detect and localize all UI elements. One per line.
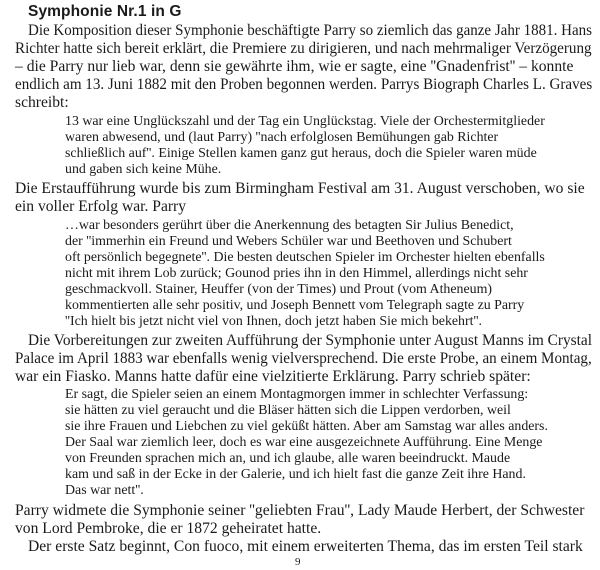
quote-line: ''Ich hielt bis jetzt nicht viel von Ihnen, doch jetzt haben Sie mich bekehrt''. xyxy=(65,314,482,329)
quote-line: kam und saß in der Ecke in der Galerie, und ich hielt fast die ganze Zeit ihre Hand. xyxy=(65,467,526,482)
quote-line: Er sagt, die Spieler seien an einem Montagmorgen immer in schlechter Verfassung: xyxy=(65,387,529,402)
quote-line: kommentierten alle sehr positiv, und Joseph Bennett vom Telegraph sagte zu Parry xyxy=(65,298,525,313)
quote-line: nicht mit ihrem Lob zurück; Gounod pries ihn in den Himmel, allerdings nicht sehr xyxy=(65,266,528,281)
quote-line: geschmackvoll. Stainer, Heuffer (von der Times) und Prout (vom Atheneum) xyxy=(65,282,493,297)
quote-line: Das war nett''. xyxy=(65,483,144,498)
quote-line: von Freunden sprachen mich an, und ich glaube, alle waren beeindruckt. Maude xyxy=(65,451,511,466)
text-line: Parry widmete die Symphonie seiner ''geliebten Frau'', Lady Maude Herbert, der Schwester xyxy=(15,502,585,519)
text-line: ein voller Erfolg war. Parry xyxy=(15,198,187,215)
quote-line: waren abwesend, und (laut Parry) ''nach erfolglosen Bemühungen gab Richter xyxy=(65,130,499,145)
text-line: von Lord Pembroke, die er 1872 geheiratet hatte. xyxy=(15,520,322,537)
text-line: Palace im April 1883 war ebenfalls wenig vielversprechend. Die erste Probe, an einem Montag, xyxy=(15,350,592,367)
text-line: war ein Fiasko. Manns hatte dafür eine vielzitierte Erklärung. Parry schrieb später: xyxy=(15,368,531,385)
quote-line: 13 war eine Unglückszahl und der Tag ein Unglückstag. Viele der Orchestermitglieder xyxy=(65,114,545,129)
text-line: Die Vorbereitungen zur zweiten Aufführung der Symphonie unter August Manns im Crystal xyxy=(28,332,592,349)
quote-line: Der Saal war ziemlich leer, doch es war eine ausgezeichnete Aufführung. Eine Menge xyxy=(65,435,543,450)
text-line: endlich am 13. Juni 1882 mit den Proben begonnen werden. Parrys Biograph Charles L. Graves xyxy=(15,76,593,93)
quote-line: der ''immerhin ein Freund und Webers Schüler war und Beethoven und Schubert xyxy=(65,234,512,249)
text-line: schreibt: xyxy=(15,94,69,111)
quote-line: oft persönlich begegnete''. Die besten deutschen Spieler im Orchester hielten ebenfalls xyxy=(65,250,545,265)
quote-line: sie hätten zu viel geraucht und die Bläser hätten sich die Lippen verdorben, weil xyxy=(65,403,511,418)
quote-line: schließlich auf''. Einige Stellen kamen ganz gut heraus, doch die Spieler waren müde xyxy=(65,146,537,161)
text-line: Richter hatte sich bereit erklärt, die Premiere zu dirigieren, und nach mehrmaliger Verzögerung xyxy=(15,40,592,57)
text-line: Die Erstaufführung wurde bis zum Birmingham Festival am 31. August verschoben, wo sie xyxy=(15,180,585,197)
section-heading: Symphonie Nr.1 in G xyxy=(28,3,182,20)
text-line: – die Parry nur lieb war, denn sie gewährte ihm, wie er sagte, eine ''Gnadenfrist'' – konnte xyxy=(15,58,574,75)
text-line: Die Komposition dieser Symphonie beschäftigte Parry so ziemlich das ganze Jahr 1881. Hans xyxy=(28,22,592,39)
quote-line: und gaben sich keine Mühe. xyxy=(65,162,222,177)
quote-line: sie ihre Frauen und Liebchen zu viel geküßt hätten. Aber am Samstag war alles anders. xyxy=(65,419,548,434)
quote-line: …war besonders gerührt über die Anerkennung des betagten Sir Julius Benedict, xyxy=(65,218,514,233)
text-line: Der erste Satz beginnt, Con fuoco, mit einem erweiterten Thema, das im ersten Teil stark xyxy=(28,538,583,555)
page-number: 9 xyxy=(295,556,301,568)
